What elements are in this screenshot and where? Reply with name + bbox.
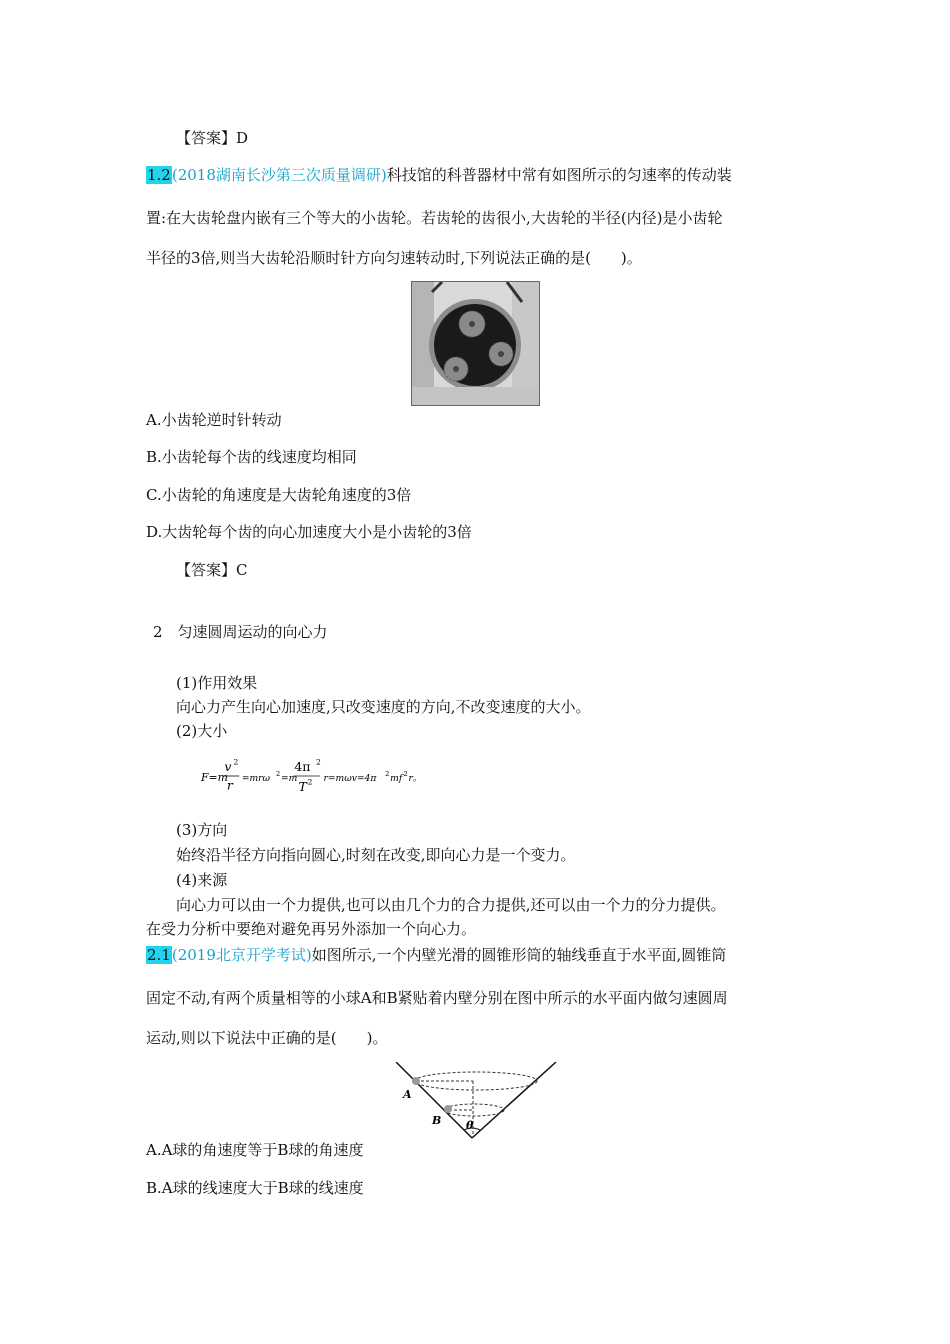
answer-c: 【答案】C xyxy=(176,561,248,579)
svg-text:2: 2 xyxy=(403,770,408,778)
label-b: B xyxy=(432,1114,442,1127)
question-text: 如图所示,一个内壁光滑的圆锥形筒的轴线垂直于水平面,圆锥筒 xyxy=(311,946,727,964)
question-source: (2018湖南长沙第三次质量调研) xyxy=(171,166,387,184)
svg-text:mf: mf xyxy=(390,773,403,784)
option-2-1-a: A.A球的角速度等于B球的角速度 xyxy=(146,1141,364,1159)
question-source: (2019北京开学考试) xyxy=(171,946,312,964)
question-2-1-line-1 xyxy=(146,948,726,963)
section-heading: 2 匀速圆周运动的向心力 xyxy=(153,623,328,641)
effect-label: (1)作用效果 xyxy=(176,674,258,692)
centripetal-force-formula xyxy=(176,756,476,796)
svg-text:4π: 4π xyxy=(294,759,311,774)
svg-text:F=m: F=m xyxy=(201,771,228,784)
question-2-1-line-3: 运动,则以下说法中正确的是( )。 xyxy=(146,1029,388,1047)
label-a: A xyxy=(403,1088,412,1101)
option-c: C.小齿轮的角速度是大齿轮角速度的3倍 xyxy=(146,486,412,504)
svg-text:2: 2 xyxy=(233,757,239,767)
option-d: D.大齿轮每个齿的向心加速度大小是小齿轮的3倍 xyxy=(146,523,472,541)
svg-text:r。: r。 xyxy=(408,773,423,784)
source-label: (4)来源 xyxy=(176,871,228,889)
source-text-1: 向心力可以由一个力提供,也可以由几个力的合力提供,还可以由一个力的分力提供。 xyxy=(176,896,726,914)
svg-text:2: 2 xyxy=(316,757,321,767)
svg-text:2: 2 xyxy=(307,777,313,787)
svg-text:2: 2 xyxy=(385,770,390,778)
svg-text:=m: =m xyxy=(281,773,298,784)
option-b: B.小齿轮每个齿的线速度均相同 xyxy=(146,448,357,466)
label-theta: θ xyxy=(466,1119,474,1132)
ball-a xyxy=(412,1077,420,1085)
question-1-2-line-2: 置:在大齿轮盘内嵌有三个等大的小齿轮。若齿轮的齿很小,大齿轮的半径(内径)是小齿轮 xyxy=(146,209,723,227)
svg-text:T: T xyxy=(298,779,307,794)
svg-text:2: 2 xyxy=(276,770,281,778)
svg-text:r=mωv=4π: r=mωv=4π xyxy=(323,773,377,784)
svg-text:=mrω: =mrω xyxy=(241,773,271,784)
question-text: 科技馆的科普器材中常有如图所示的匀速率的传动装 xyxy=(386,166,732,184)
cone-diagram xyxy=(396,1062,562,1144)
size-label: (2)大小 xyxy=(176,722,228,740)
question-1-2-line-1 xyxy=(146,168,732,183)
svg-text:v: v xyxy=(224,759,232,774)
direction-text: 始终沿半径方向指向圆心,时刻在改变,即向心力是一个变力。 xyxy=(176,846,576,864)
question-tag: 2.1 xyxy=(147,946,171,964)
option-a: A.小齿轮逆时针转动 xyxy=(146,411,282,429)
svg-text:r: r xyxy=(226,777,233,793)
gear-photo xyxy=(411,281,540,406)
source-text-2: 在受力分析中要绝对避免再另外添加一个向心力。 xyxy=(146,920,477,938)
question-1-2-line-3: 半径的3倍,则当大齿轮沿顺时针方向匀速转动时,下列说法正确的是( )。 xyxy=(146,249,642,267)
question-tag: 1.2 xyxy=(147,166,171,184)
direction-label: (3)方向 xyxy=(176,821,228,839)
option-2-1-b: B.A球的线速度大于B球的线速度 xyxy=(146,1179,364,1197)
ball-b xyxy=(444,1105,452,1113)
question-2-1-line-2: 固定不动,有两个质量相等的小球A和B紧贴着内壁分别在图中所示的水平面内做匀速圆周 xyxy=(146,989,728,1007)
effect-text: 向心力产生向心加速度,只改变速度的方向,不改变速度的大小。 xyxy=(176,698,591,716)
answer-d: 【答案】D xyxy=(176,129,249,147)
